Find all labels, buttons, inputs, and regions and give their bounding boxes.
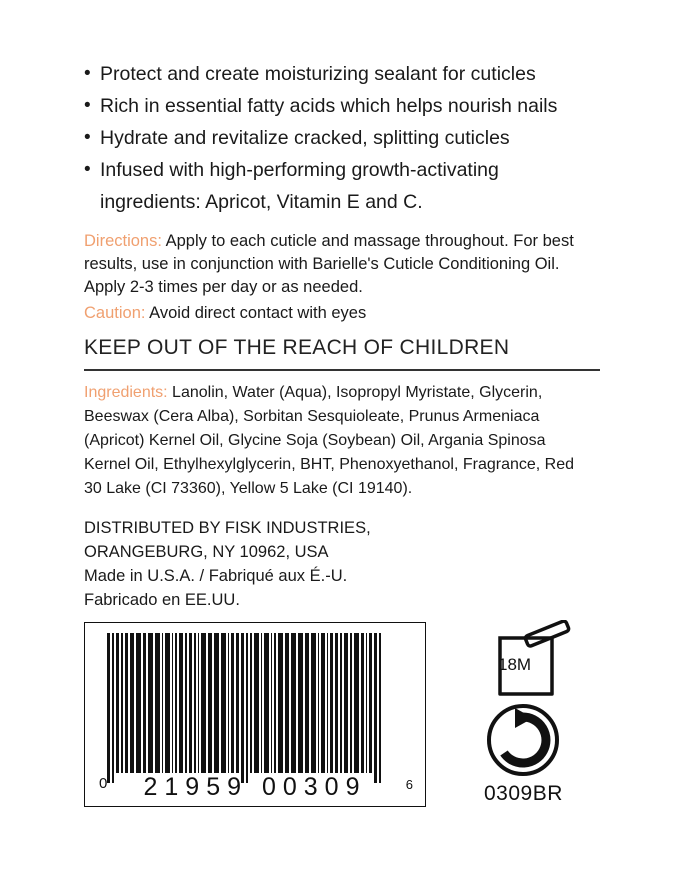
distributor-line: DISTRIBUTED BY FISK INDUSTRIES, bbox=[84, 519, 371, 537]
list-item bbox=[84, 58, 624, 90]
distributor-line: Fabricado en EE.UU. bbox=[84, 591, 240, 609]
benefits-list bbox=[84, 58, 624, 218]
distributor-line: ORANGEBURG, NY 10962, USA bbox=[84, 543, 329, 561]
list-item bbox=[84, 90, 624, 122]
barcode-leading-digit: 0 bbox=[99, 775, 108, 792]
ingredients-paragraph bbox=[84, 381, 584, 501]
benefit-text: Rich in essential fatty acids which helps nourish nails bbox=[100, 95, 558, 117]
bullet-icon: • bbox=[84, 95, 91, 116]
benefit-text: Protect and create moisturizing sealant for cuticles bbox=[100, 63, 536, 85]
barcode-digits: 21959 00309 bbox=[143, 773, 367, 801]
bullet-icon: • bbox=[84, 63, 91, 84]
benefit-text: ingredients: Apricot, Vitamin E and C. bbox=[100, 191, 423, 213]
bullet-icon: • bbox=[84, 127, 91, 148]
distributor-line: Made in U.S.A. / Fabriqué aux É.-U. bbox=[84, 567, 348, 585]
list-item bbox=[84, 122, 624, 154]
barcode bbox=[84, 622, 426, 807]
recycle-icon bbox=[487, 704, 559, 776]
caution-label: Caution: bbox=[84, 304, 146, 322]
barcode-trailing-digit: 6 bbox=[405, 777, 413, 792]
ingredients-text: Lanolin, Water (Aqua), Isopropyl Myristate, Glycerin, Beeswax (Cera Alba), Sorbitan Sesquioleate, Prunus Armeniaca (Apricot) Kernel Oil, Glycine Soja (Soybean) Oil, Argania Spinosa Kernel Oil, Ethylhexylglycerin, BHT, Phenoxyethanol, Fragrance, Red 30 Lake (CI 73360), Yellow 5 Lake (CI 19140). bbox=[84, 384, 575, 497]
benefit-text: Hydrate and revitalize cracked, splitting cuticles bbox=[100, 127, 510, 149]
divider bbox=[84, 369, 600, 371]
period-after-opening-label: 18M bbox=[498, 655, 532, 674]
list-item-continuation bbox=[84, 186, 624, 218]
list-item bbox=[84, 154, 624, 186]
caution-text: Avoid direct contact with eyes bbox=[145, 304, 367, 322]
distributor-block bbox=[84, 516, 504, 612]
directions-label: Directions: bbox=[84, 232, 162, 250]
barcode-bars bbox=[107, 633, 383, 773]
product-code: 0309BR bbox=[484, 782, 563, 805]
bullet-icon: • bbox=[84, 159, 91, 180]
warning-heading: KEEP OUT OF THE REACH OF CHILDREN bbox=[84, 336, 510, 359]
directions-paragraph bbox=[84, 230, 600, 299]
caution-paragraph bbox=[84, 302, 600, 325]
directions-text: Apply to each cuticle and massage throughout. For best results, use in conjunction with Barielle's Cuticle Conditioning Oil. Apply 2-3 times per day or as needed. bbox=[84, 232, 574, 296]
ingredients-label: Ingredients: bbox=[84, 384, 168, 401]
benefit-text: Infused with high-performing growth-activating bbox=[100, 159, 499, 181]
